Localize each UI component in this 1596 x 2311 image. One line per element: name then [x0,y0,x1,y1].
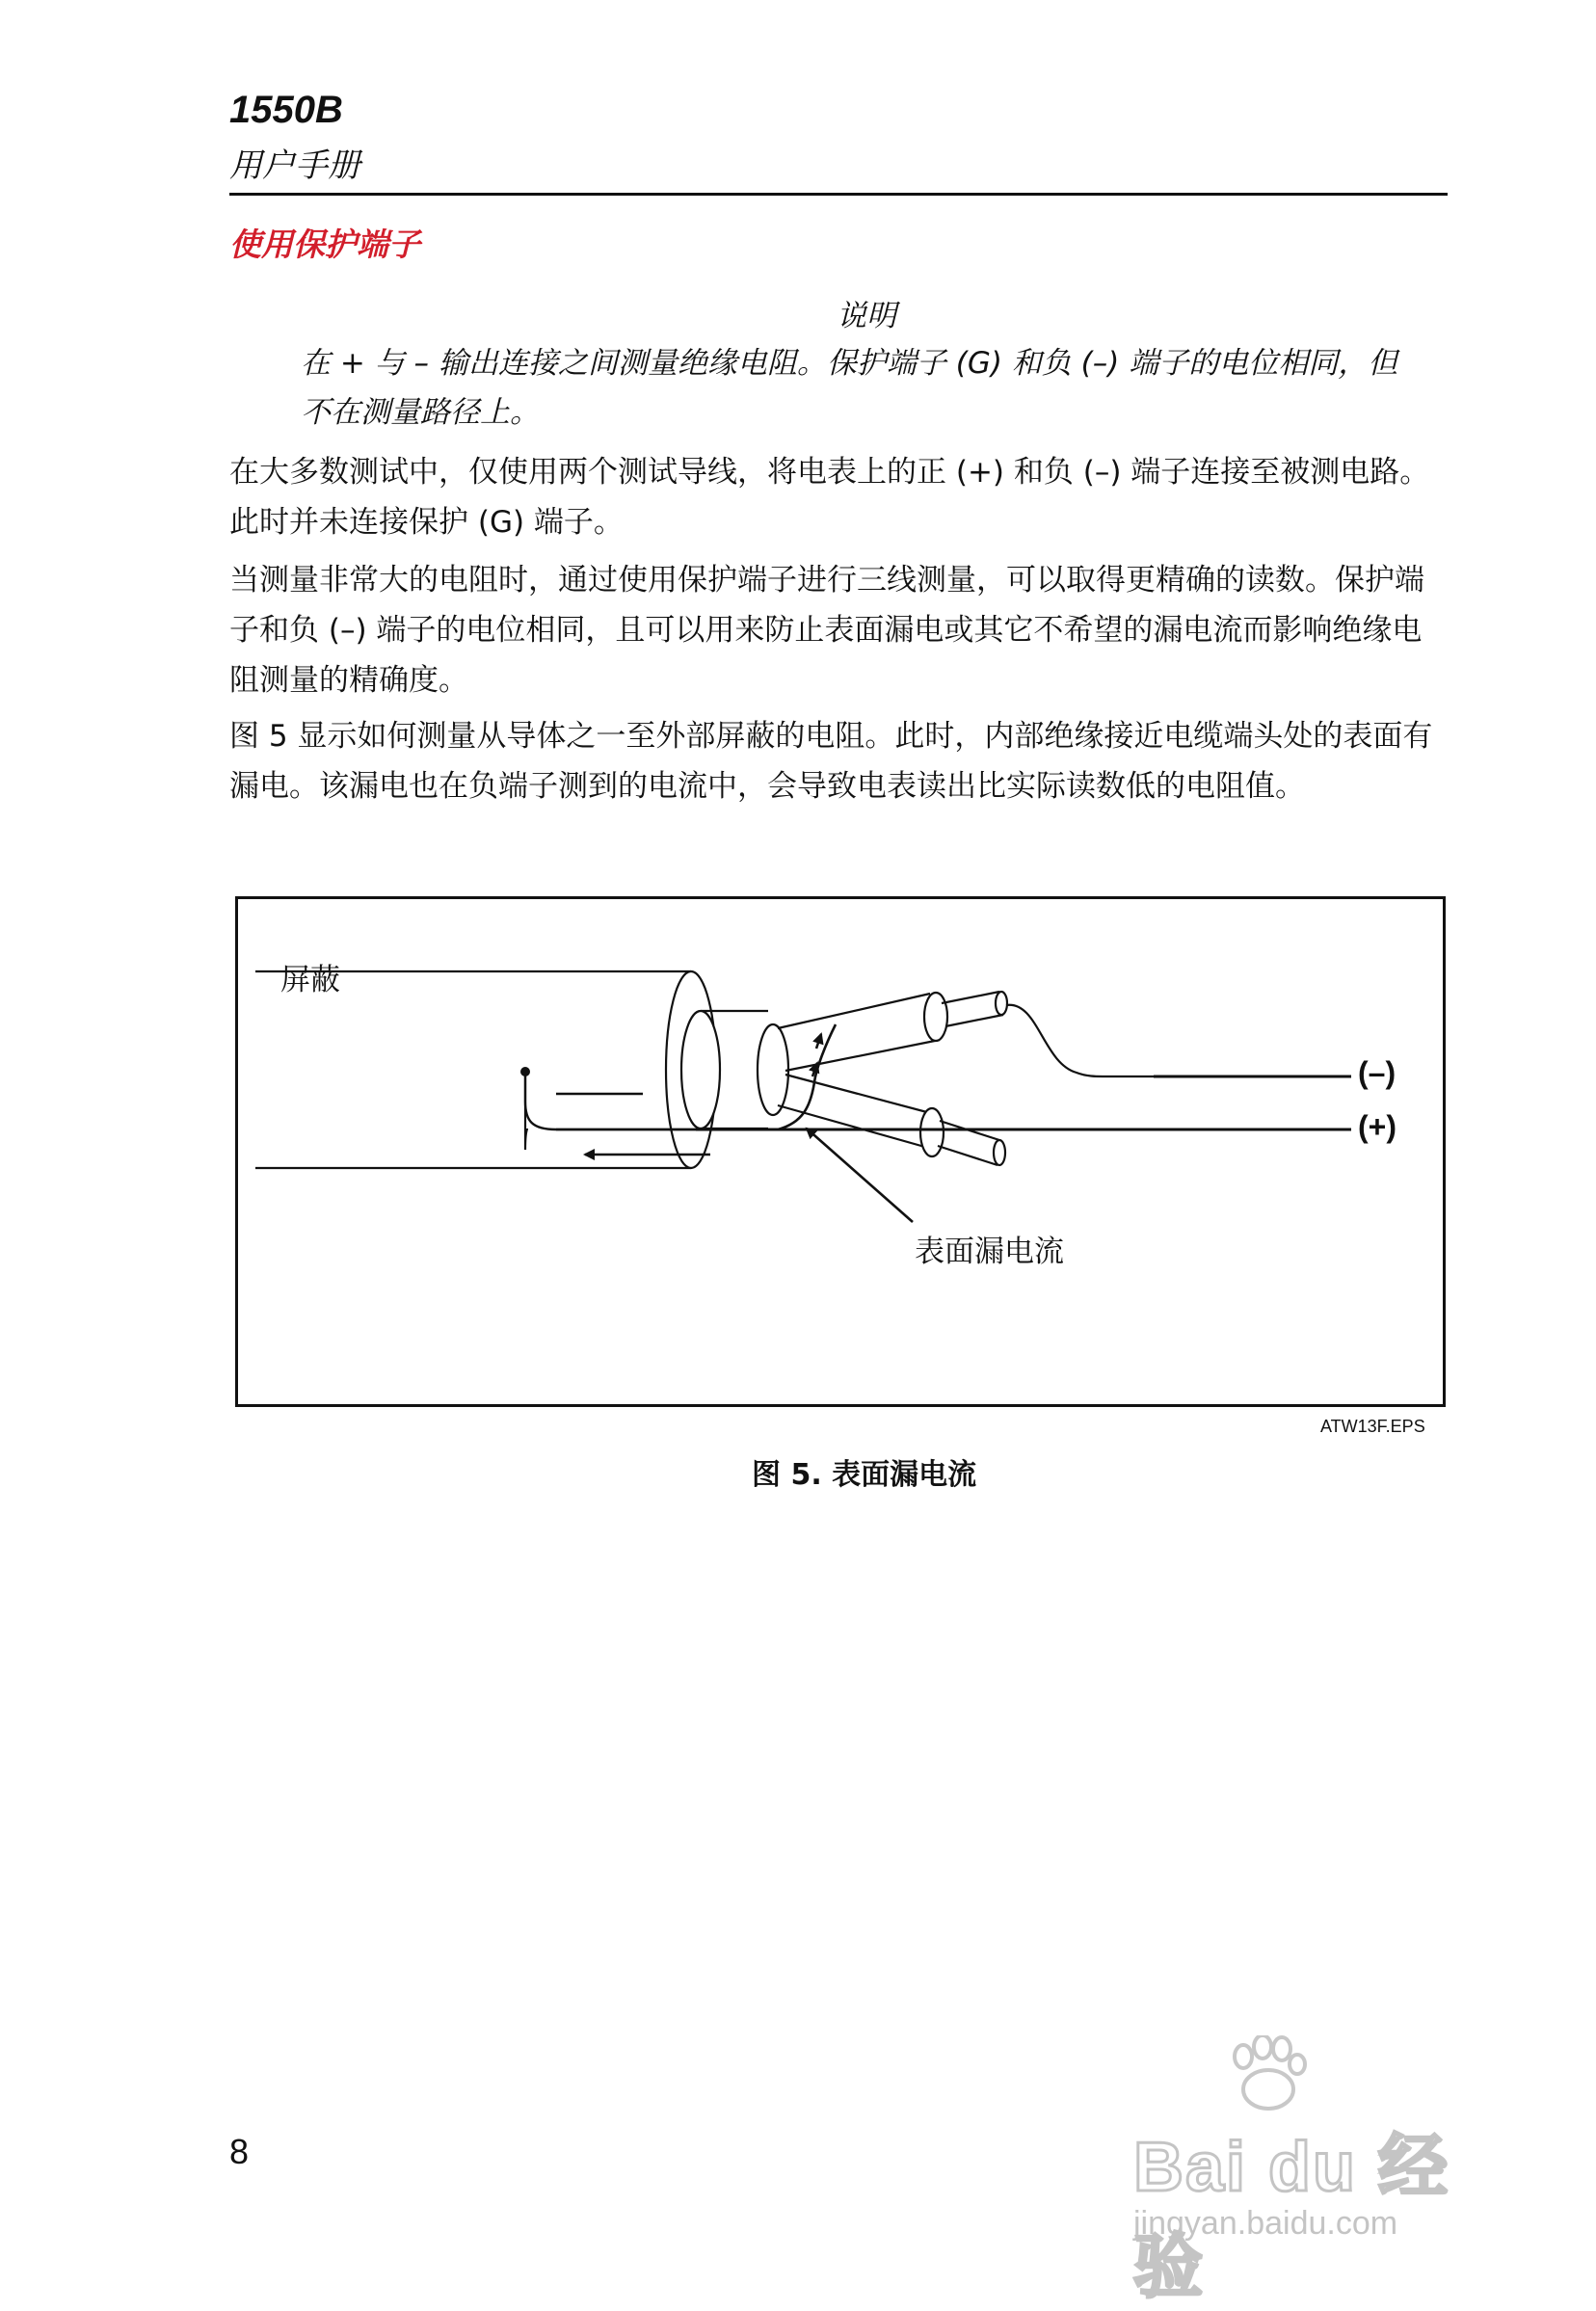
figure-file-tag: ATW13F.EPS [1320,1417,1425,1436]
watermark-url: jingyan.baidu.com [1133,2205,1398,2242]
paragraph-guard-purpose: 当测量非常大的电阻时，通过使用保护端子进行三线测量，可以取得更精确的读数。保护端子和负 (–) 端子的电位相同，且可以用来防止表面漏电或其它不希望的漏电流而影响绝缘电阻测量的精确度。 [229,563,1424,698]
figure-caption: 图 5. 表面漏电流 [752,1458,977,1492]
paw-logo-icon [1201,2035,1567,2122]
lower-conductor-tip [994,1140,1005,1165]
section-title: 使用保护端子 [229,226,420,263]
leakage-label: 表面漏电流 [915,1235,1064,1269]
paragraph-figure-explanation: 图 5 显示如何测量从导体之一至外部屏蔽的电阻。此时，内部绝缘接近电缆端头处的表面有漏电。该漏电也在负端子测到的电流中，会导致电表读出比实际读数低的电阻值。 [229,719,1433,804]
note-body: 在 + 与 – 输出连接之间测量绝缘电阻。保护端子 (G) 和负 (–) 端子的电位相同，但不在测量路径上。 [301,346,1398,430]
insulation-end [681,1011,720,1129]
manual-subtitle: 用户手册 [229,146,360,185]
inner-core [758,1024,788,1115]
page-number: 8 [229,2132,250,2171]
shield-label: 屏蔽 [280,963,340,997]
note-title: 说明 [837,299,896,333]
header-rule [229,193,1448,196]
cable-diagram [238,899,1443,1404]
model-name: 1550B [229,89,343,131]
watermark-brand: Bai du 经验 [1133,2129,1450,2306]
paragraph-two-lead: 在大多数测试中，仅使用两个测试导线，将电表上的正 (+) 和负 (–) 端子连接至被测电路。此时并未连接保护 (G) 端子。 [229,455,1430,540]
lower-sleeve-end [920,1108,944,1156]
figure-surface-leakage [235,896,1446,1407]
negative-lead-wire [1006,1005,1154,1076]
baidu-watermark [1133,2035,1500,2306]
upper-conductor-tip [996,992,1007,1015]
negative-terminal-label: (–) [1358,1055,1396,1090]
leakage-label-arrow [807,1129,913,1222]
shield-tap [520,1067,530,1076]
positive-terminal-label: (+) [1358,1109,1396,1144]
upper-sleeve-end [924,993,947,1041]
